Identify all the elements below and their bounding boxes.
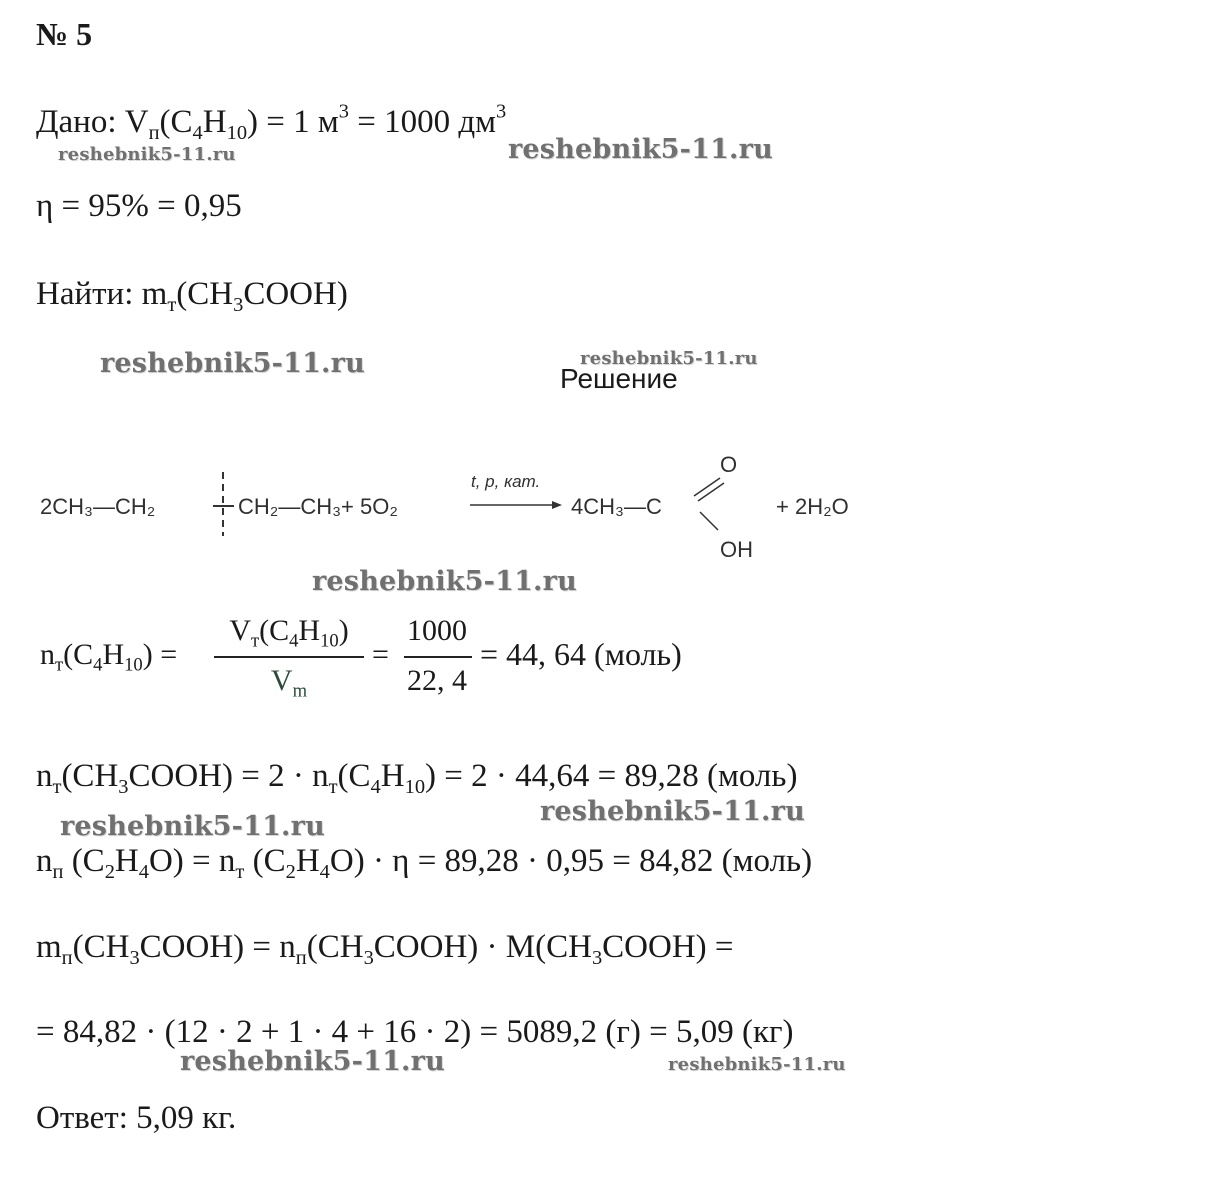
- reaction-reactant-right: CH₂—CH₃+ 5O₂: [238, 494, 398, 519]
- step1-num-value: 1000: [407, 614, 467, 647]
- watermark: reshebnik5-11.ru: [580, 348, 758, 369]
- carboxyl-oxygen: O: [720, 452, 738, 477]
- reaction-arrow-icon: [468, 498, 564, 512]
- fraction-bar: [404, 656, 472, 658]
- reaction-product: 4CH₃—C: [571, 494, 662, 519]
- watermark: reshebnik5-11.ru: [540, 796, 805, 827]
- watermark: reshebnik5-11.ru: [180, 1046, 445, 1077]
- find-line: Найти: $m_т(CH_3COOH)$: [36, 276, 348, 317]
- step1-lhs: $n_т(C_4H_{10})$ =: [40, 638, 178, 676]
- carboxyl-hydroxyl: OH: [720, 537, 753, 562]
- step1-numerator: $V_т(C_4H_{10})$: [229, 614, 349, 652]
- carboxyl-bonds: [686, 472, 736, 532]
- fraction-bar: [214, 656, 364, 658]
- given-volume: Дано: $V_п(C_4H_{10}) = 1$ $м^3 = 1000$ $дм^3$: [36, 100, 507, 145]
- step1-equals: =: [372, 638, 389, 671]
- watermark: reshebnik5-11.ru: [100, 348, 365, 379]
- watermark: reshebnik5-11.ru: [58, 144, 236, 165]
- step2-line: $n_т(CH_3COOH) = 2 \cdot n_т(C_4H_{10}) = 2 \cdot 44,64 = 89,28$ (моль): [36, 758, 798, 799]
- watermark: reshebnik5-11.ru: [508, 134, 773, 165]
- watermark: reshebnik5-11.ru: [312, 566, 577, 597]
- step4-line: $m_п(CH_3COOH)$ = $n_п(CH_3COOH)$ · $M(CH_3COOH)$ =: [36, 929, 734, 970]
- reaction-conditions: t, p, кат.: [471, 472, 541, 491]
- answer-line: Ответ: 5,09 кг.: [36, 1100, 237, 1136]
- given-label: Дано:: [36, 104, 125, 140]
- reaction-reactant-left: 2CH₃—CH₂: [40, 494, 156, 519]
- watermark: reshebnik5-11.ru: [668, 1054, 846, 1075]
- reaction-water: + 2H₂O: [776, 494, 849, 519]
- problem-number: № 5: [36, 16, 93, 52]
- solution-title: Решение: [560, 363, 678, 394]
- step1-denominator: $V_m$: [270, 664, 308, 702]
- bond-cleavage-mark: [210, 470, 240, 540]
- watermark: reshebnik5-11.ru: [60, 811, 325, 842]
- step1-result: = 44, 64 (моль): [480, 636, 682, 672]
- step3-line: $n_п$ $(C_2H_4O) = n_т$ $(C_2H_4O) \cdot \eta = 89,28 \cdot 0,95 = 84,82$ (моль): [36, 843, 813, 884]
- given-yield: η = 95% = 0,95: [36, 188, 242, 224]
- step1-den-value: 22, 4: [407, 664, 467, 697]
- step5-line: = 84,82 · (12 · 2 + 1 · 4 + 16 · 2) = 5089,2 (г) = 5,09 (кг): [36, 1014, 794, 1050]
